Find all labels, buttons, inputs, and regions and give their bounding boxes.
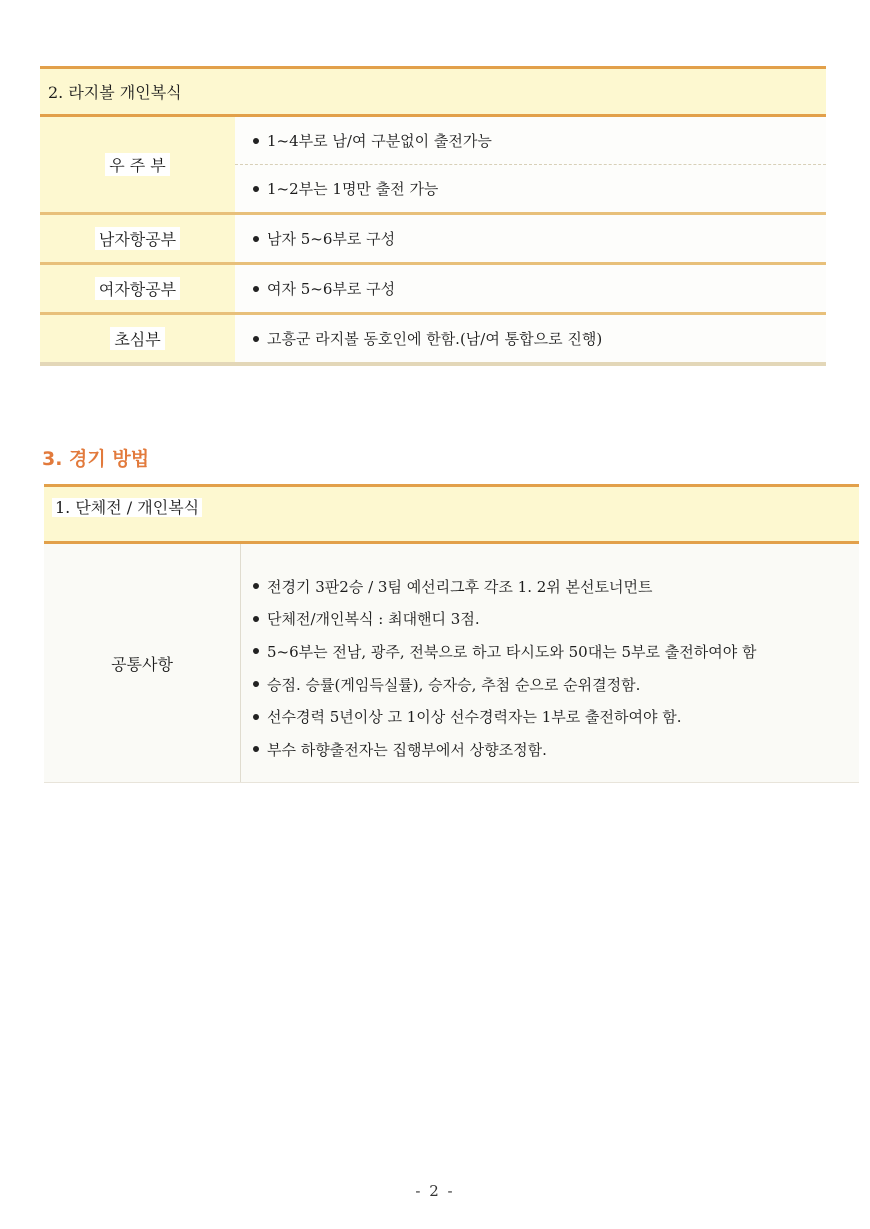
list-item: 전경기 3판2승 / 3팀 예선리그후 각조 1. 2위 본선토너먼트: [253, 570, 859, 603]
match-method-table: [44, 484, 859, 783]
table-row-women: [40, 265, 826, 315]
list-item: 선수경력 5년이상 고 1이상 선수경력자는 1부로 출전하여야 함.: [253, 700, 859, 733]
bullet-icon: [253, 286, 259, 292]
list-item: 남자 5~6부로 구성: [235, 215, 826, 262]
bullet-icon: [253, 648, 259, 654]
bullet-icon: [253, 681, 259, 687]
list-item: 부수 하향출전자는 집행부에서 상향조정함.: [253, 733, 859, 766]
row-label: 초심부: [40, 315, 235, 362]
list-item: 단체전/개인복식 : 최대핸디 3점.: [253, 603, 859, 636]
list-item: 여자 5~6부로 구성: [235, 265, 826, 312]
row-content: [235, 265, 826, 312]
list-item: 1~2부는 1명만 출전 가능: [235, 164, 826, 212]
list-item: 고흥군 라지볼 동호인에 한함.(남/여 통합으로 진행): [235, 315, 826, 362]
row-content: [241, 544, 859, 782]
table-body: [44, 544, 859, 783]
row-label: 남자항공부: [40, 215, 235, 262]
section-heading: 3. 경기 방법: [42, 448, 150, 470]
table-row-men: [40, 215, 826, 265]
bullet-icon: [253, 186, 259, 192]
large-ball-doubles-table: [40, 66, 826, 366]
row-content: [235, 315, 826, 362]
row-content: [235, 215, 826, 262]
row-label: 여자항공부: [40, 265, 235, 312]
table-header: [44, 484, 859, 544]
table-row-beginner: [40, 315, 826, 366]
bullet-icon: [253, 714, 259, 720]
bullet-icon: [253, 746, 259, 752]
list-item: 5~6부는 전남, 광주, 전북으로 하고 타시도와 50대는 5부로 출전하여야 함: [253, 635, 859, 668]
bullet-icon: [253, 616, 259, 622]
bullet-icon: [253, 138, 259, 144]
list-item: 승점. 승률(게임득실률), 승자승, 추첨 순으로 순위결정함.: [253, 668, 859, 701]
table-header-text: 2. 라지볼 개인복식: [48, 83, 182, 102]
table-header: [40, 66, 826, 117]
table-header-text: 1. 단체전 / 개인복식: [52, 498, 202, 517]
row-content: [235, 117, 826, 212]
row-label: 우 주 부: [40, 117, 235, 212]
bullet-icon: [253, 236, 259, 242]
page-number: - 2 -: [415, 1182, 455, 1200]
list-item: 1~4부로 남/여 구분없이 출전가능: [235, 117, 826, 164]
row-label: 공통사항: [44, 544, 241, 782]
table-row-space: [40, 117, 826, 215]
bullet-icon: [253, 583, 259, 589]
bullet-icon: [253, 336, 259, 342]
